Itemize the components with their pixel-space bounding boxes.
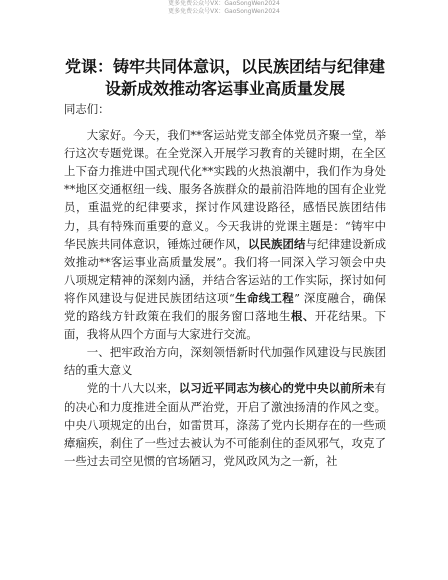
document-body bbox=[64, 100, 386, 470]
intro-continued: ”。我们将一同深入学习领会中央八项规定精神的深刻内涵，并结合客运站的工作实际，探讨如何将作风建设与促进民族团结这项“ bbox=[64, 254, 386, 305]
document-title bbox=[60, 56, 390, 100]
title-line-2: 设新成效推动客运事业高质量发展 bbox=[104, 79, 345, 98]
intro-quote-2: 与纪律建设新成效推动**客运事业高质量发展 bbox=[64, 236, 386, 269]
section-heading-1: 一、把牢政治方向，深刻领悟新时代加强作风建设与民族团结的重大意义 bbox=[64, 345, 386, 378]
intro-quote: “铸牢中华民族共同体意识，锤炼过硬作风， bbox=[64, 218, 386, 251]
intro-bold-phrase-2: 生命线工程 bbox=[234, 290, 295, 305]
section-1-text: 党的十八大以来， bbox=[86, 381, 179, 396]
watermark-line-1: 更多免费公众号VX：GaoSongWen2024 bbox=[168, 0, 280, 7]
intro-continued-2: ” 深度融合，确保党的路线方针政策在我们的服务窗口落地生 bbox=[64, 290, 386, 324]
section-1-text-continued: 有的决心和力度推进全面从严治党，开启了激浊扬清的作风之变。中央八项规定的出台，如雷贯耳，涤荡了党内长期存在的一些顽瘴痼疾，刹住了一些过去被认为不可能刹住的歪风邪气，攻克了一些过去司空见惯的官场陋习，党风政风为之一新，社 bbox=[64, 381, 386, 468]
paragraph-intro bbox=[64, 126, 386, 343]
intro-text: 大家好。今天，我们**客运站党支部全体党员齐聚一堂，举行这次专题党课。在全党深入开展学习教育的关键时期，在全区上下奋力推进中国式现代化**实践的火热浪潮中，我们作为身处**地区交通枢纽一线、服务各族群众的最前沿阵地的国有企业党员，重温党的纪律要求，探讨作风建设路径，感悟民族团结伟力，具有特殊而重要的意义。今天我讲的党课主题是： bbox=[64, 128, 386, 233]
intro-continued-3: 开花结果。下面，我将从四个方面与大家进行交流。 bbox=[64, 309, 386, 342]
section-1-bold-phrase: 以习近平同志为核心的党中央以前所未 bbox=[178, 381, 375, 396]
salutation: 同志们： bbox=[64, 102, 110, 116]
watermark-line-2: 更多免费公众号VX：GaoSongWen2024 bbox=[168, 8, 280, 15]
paragraph-section-1 bbox=[64, 379, 386, 469]
title-line-1: 党课：铸牢共同体意识，以民族团结与纪律建 bbox=[64, 57, 385, 76]
intro-bold-phrase-3: 根、 bbox=[290, 309, 315, 324]
intro-bold-phrase-1: 以民族团结 bbox=[248, 236, 306, 251]
